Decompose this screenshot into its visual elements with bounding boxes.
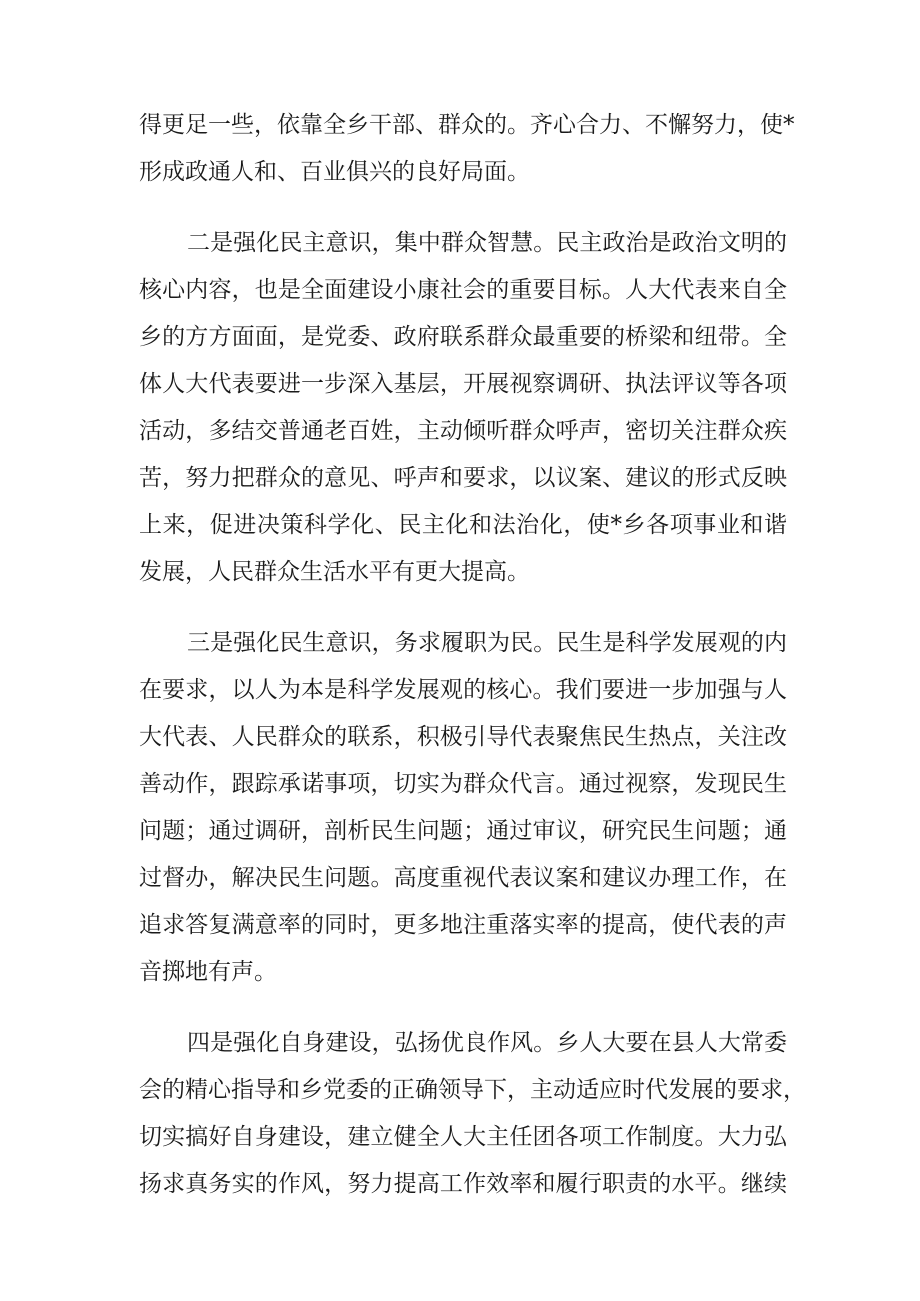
paragraph-3-line-7: 追求答复满意率的同时，更多地注重落实率的提高，使代表的声: [139, 912, 787, 938]
paragraph-3-line-3: 大代表、人民群众的联系，积极引导代表聚焦民生热点，关注改: [139, 724, 787, 750]
paragraph-4-line-1: 四是强化自身建设，弘扬优良作风。乡人大要在县人大常委: [187, 1030, 787, 1056]
paragraph-2-line-2: 核心内容，也是全面建设小康社会的重要目标。人大代表来自全: [139, 277, 787, 303]
paragraph-4-line-2: 会的精心指导和乡党委的正确领导下，主动适应时代发展的要求，: [139, 1077, 806, 1103]
paragraph-4-line-4: 扬求真务实的作风，努力提高工作效率和履行职责的水平。继续: [139, 1171, 787, 1197]
paragraph-1-line-1: 得更足一些，依靠全乡干部、群众的。齐心合力、不懈努力，使*: [139, 112, 795, 138]
paragraph-2-line-7: 上来，促进决策科学化、民主化和法治化，使*乡各项事业和谐: [139, 512, 787, 538]
paragraph-4-line-3: 切实搞好自身建设，建立健全人大主任团各项工作制度。大力弘: [139, 1124, 787, 1150]
paragraph-3-line-8: 音掷地有声。: [139, 959, 277, 985]
paragraph-3-line-6: 过督办，解决民生问题。高度重视代表议案和建议办理工作，在: [139, 865, 787, 891]
paragraph-3-line-2: 在要求，以人为本是科学发展观的核心。我们要进一步加强与人: [139, 677, 787, 703]
paragraph-2-line-1: 二是强化民主意识，集中群众智慧。民主政治是政治文明的: [187, 230, 787, 256]
paragraph-3-line-4: 善动作，跟踪承诺事项，切实为群众代言。通过视察，发现民生: [139, 771, 787, 797]
paragraph-3-line-1: 三是强化民生意识，务求履职为民。民生是科学发展观的内: [187, 630, 787, 656]
paragraph-1-line-2: 形成政通人和、百业俱兴的良好局面。: [139, 159, 530, 185]
paragraph-2-line-8: 发展，人民群众生活水平有更大提高。: [139, 559, 530, 585]
paragraph-2-line-3: 乡的方方面面，是党委、政府联系群众最重要的桥梁和纽带。全: [139, 324, 787, 350]
paragraph-2-line-4: 体人大代表要进一步深入基层，开展视察调研、执法评议等各项: [139, 371, 787, 397]
paragraph-3-line-5: 问题；通过调研，剖析民生问题；通过审议，研究民生问题；通: [139, 818, 787, 844]
paragraph-2-line-6: 苦，努力把群众的意见、呼声和要求，以议案、建议的形式反映: [139, 465, 787, 491]
paragraph-2-line-5: 活动，多结交普通老百姓，主动倾听群众呼声，密切关注群众疾: [139, 418, 787, 444]
